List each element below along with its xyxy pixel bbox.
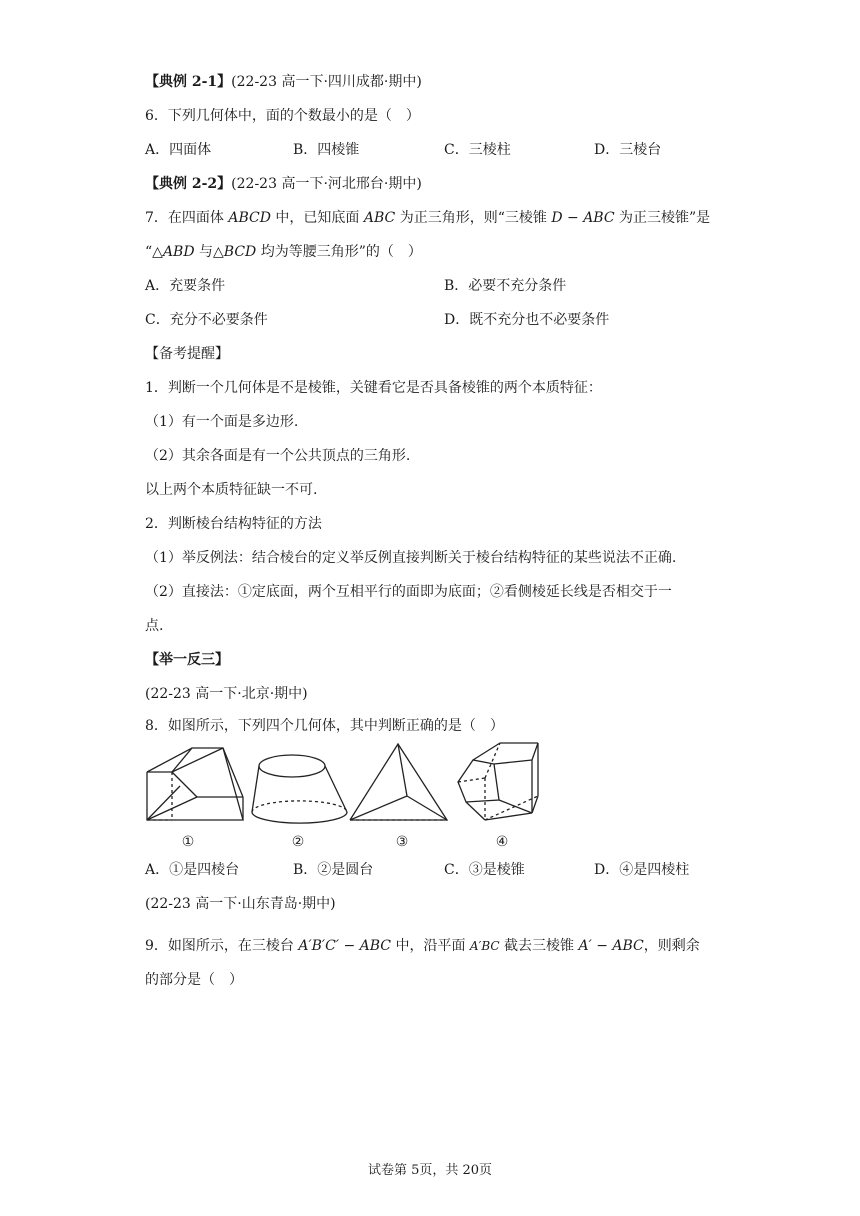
tip-line: 点.	[145, 618, 164, 634]
tip-line: （1）举反例法：结合棱台的定义举反例直接判断关于棱台结构特征的某些说法不正确.	[145, 550, 677, 566]
q7-option-b: B．必要不充分条件	[444, 278, 567, 294]
solids-figure	[140, 738, 560, 858]
q8-option-b: B．②是圆台	[293, 862, 374, 878]
question-8-source: (22-23 高一下·北京·期中)	[145, 686, 308, 702]
figure-label-1: ①	[181, 834, 195, 850]
example-2-2-heading	[145, 174, 422, 194]
question-7-stem-line-1: 7．在四面体 ABCD 中，已知底面 ABC 为正三角形，则“三棱锥 D − ABC 为正三棱锥”是	[145, 210, 711, 226]
tip-line: （2）直接法：①定底面，两个互相平行的面即为底面；②看侧棱延长线是否相交于一	[145, 584, 672, 600]
q6-option-b: B．四棱锥	[293, 142, 360, 158]
q8-option-c: C．③是棱锥	[444, 862, 525, 878]
example-tag: 【典例 2-2】	[145, 176, 232, 192]
question-9-stem-line-2: 的部分是（ ）	[145, 972, 243, 988]
figure-2-solid	[252, 755, 347, 823]
figure-1-solid	[147, 748, 243, 820]
figure-label-3: ③	[395, 834, 409, 850]
q8-option-a: A．①是四棱台	[145, 862, 240, 878]
example-source: (22-23 高一下·河北邢台·期中)	[231, 176, 422, 192]
page-footer: 试卷第 5页，共 20页	[367, 1163, 493, 1178]
tip-line: 1．判断一个几何体是不是棱锥，关键看它是否具备棱锥的两个本质特征：	[145, 380, 602, 396]
tip-line: 以上两个本质特征缺一不可.	[145, 482, 318, 498]
figure-2-hidden-edges	[252, 801, 347, 812]
figure-4-solid	[458, 743, 538, 820]
q7-option-d: D．既不充分也不必要条件	[444, 312, 610, 328]
figure-1-hidden-edges	[147, 772, 172, 820]
q6-option-a: A．四面体	[145, 142, 212, 158]
q6-option-d: D．三棱台	[594, 142, 662, 158]
tips-heading: 【备考提醒】	[145, 346, 229, 362]
q8-option-d: D．④是四棱柱	[594, 862, 690, 878]
example-source: (22-23 高一下·四川成都·期中)	[231, 74, 422, 90]
question-9-stem-line-1: 9．如图所示，在三棱台 A′B′C′ − ABC 中，沿平面 A′BC 截去三棱锥 A′ − ABC，则剩余	[145, 938, 700, 954]
figure-label-2: ②	[291, 834, 305, 850]
example-tag: 【典例 2-1】	[145, 74, 232, 90]
tip-line: （1）有一个面是多边形.	[145, 414, 299, 430]
question-6-stem: 6．下列几何体中，面的个数最小的是（ ）	[145, 108, 420, 124]
example-2-1-heading	[145, 72, 422, 92]
figure-4-hidden-edges	[458, 743, 538, 820]
tip-line: （2）其余各面是有一个公共顶点的三角形.	[145, 448, 411, 464]
question-9-source: (22-23 高一下·山东青岛·期中)	[145, 896, 336, 912]
tip-line: 2．判断棱台结构特征的方法	[145, 516, 322, 532]
q7-option-c: C．充分不必要条件	[145, 312, 268, 328]
practice-heading: 【举一反三】	[145, 652, 229, 668]
question-7-stem-line-2: “△ABD 与△BCD 均为等腰三角形”的（ ）	[145, 244, 422, 260]
figure-3-solid	[350, 744, 447, 820]
figure-label-4: ④	[495, 834, 509, 850]
question-8-stem: 8．如图所示，下列四个几何体，其中判断正确的是（ ）	[145, 718, 504, 734]
q7-option-a: A．充要条件	[145, 278, 226, 294]
question-8-figures	[140, 738, 560, 858]
q6-option-c: C．三棱柱	[444, 142, 511, 158]
